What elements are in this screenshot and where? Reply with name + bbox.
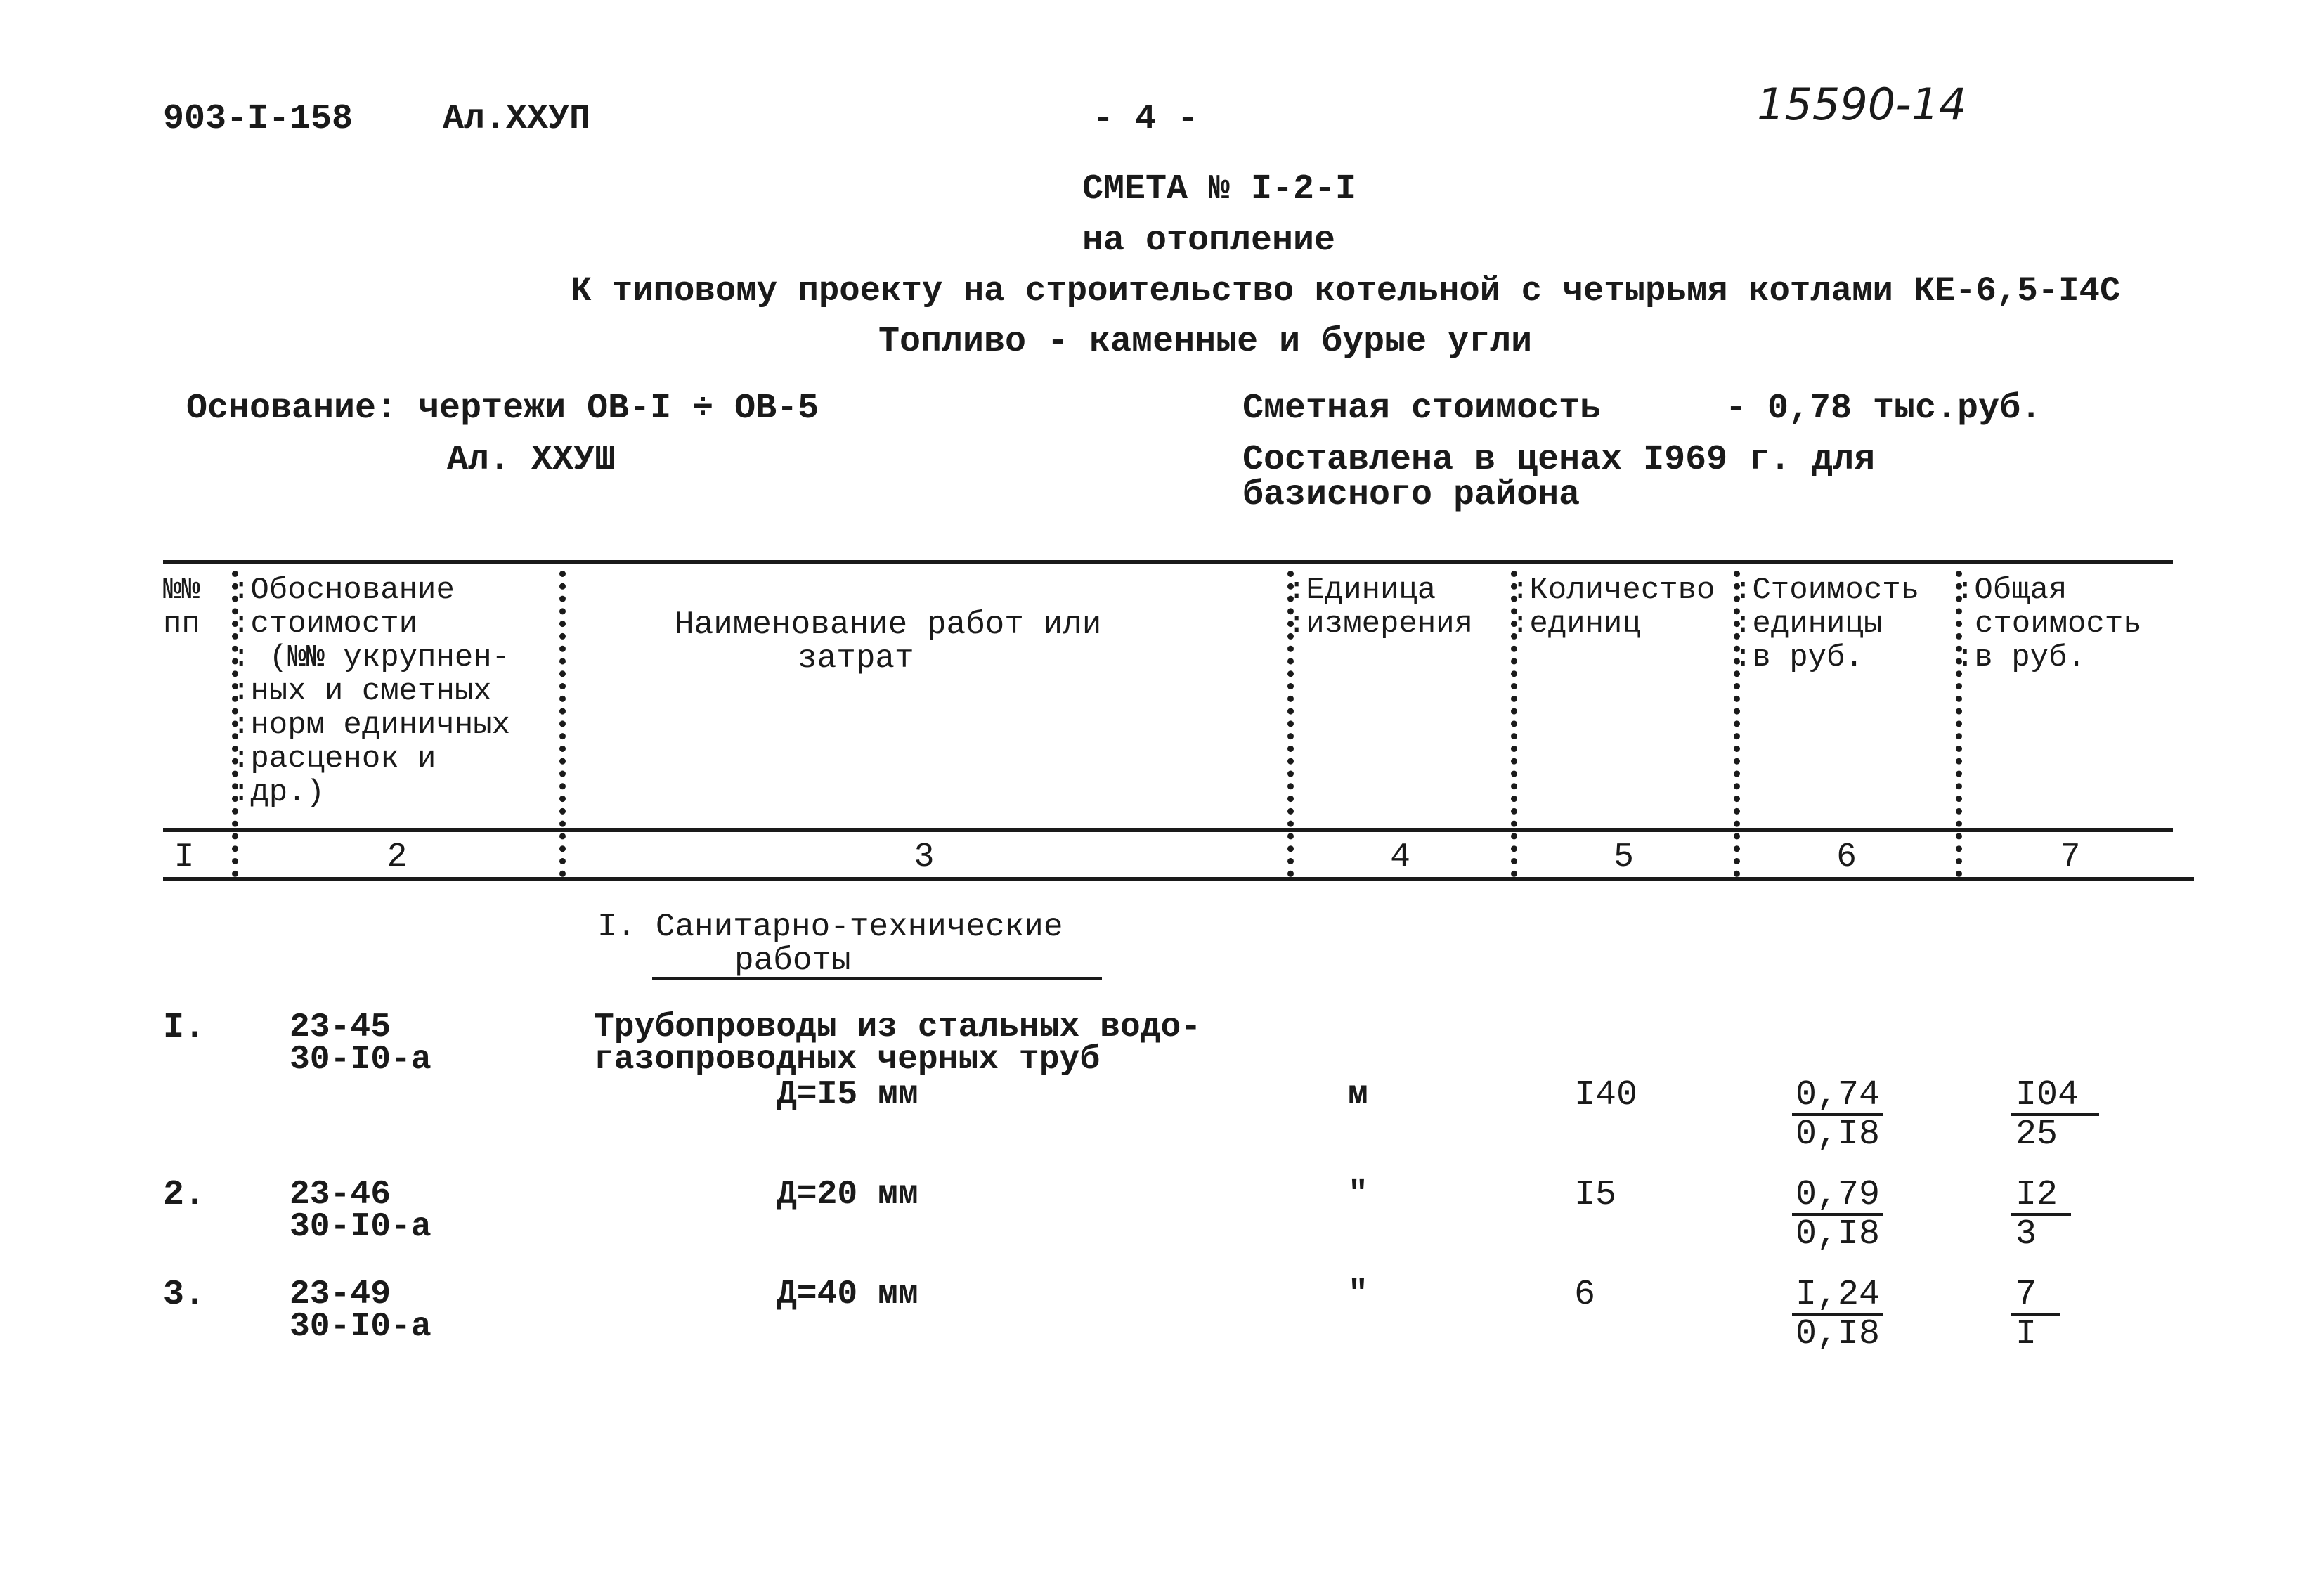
table-top-rule (163, 560, 2173, 564)
header-col1-line2: пп (163, 606, 200, 642)
row3-unit-cost-top: I,24 (1796, 1275, 1881, 1315)
section-title-line1: I. Санитарно-технические (597, 909, 1063, 945)
row2-total-bottom: 3 (2015, 1214, 2037, 1254)
header-col5-line2: :единиц (1511, 606, 1641, 642)
row3-quantity: 6 (1574, 1275, 1596, 1315)
row2-total-top: I2 (2015, 1175, 2058, 1215)
column-number-1: I (174, 838, 195, 876)
row2-basis-line1: 23-46 (290, 1176, 391, 1214)
row3-total-top: 7 (2015, 1275, 2037, 1315)
project-reference: К типовому проекту на строительство котельной с четырьмя котлами КЕ-6,5-I4С (571, 271, 2121, 311)
row2-basis-line2: 30-I0-а (290, 1208, 431, 1246)
row3-unit: " (1348, 1276, 1368, 1313)
row3-basis-line1: 23-49 (290, 1276, 391, 1313)
column-separator (1956, 571, 1962, 877)
fuel-type: Топливо - каменные и бурые угли (878, 322, 1533, 362)
row1-name-line1: Трубопроводы из стальных водо- (594, 1008, 1202, 1046)
row1-diameter: Д=I5 мм (777, 1076, 918, 1114)
album-top-label: Ал.ХХУП (443, 99, 591, 139)
header-col2-line2: :стоимости (232, 606, 418, 642)
row1-total-top: I04 (2015, 1075, 2079, 1115)
basis-album: Ал. ХХУШ (447, 440, 616, 480)
estimate-title: СМЕТА № I-2-I (1082, 169, 1357, 209)
estimate-subject: на отопление (1082, 221, 1336, 261)
basis-drawings: Основание: чертежи ОВ-I ÷ ОВ-5 (186, 389, 819, 429)
row1-unit: м (1348, 1076, 1368, 1114)
section-title-underline (652, 977, 1102, 980)
header-col4-line1: :Единица (1287, 573, 1436, 608)
page-number: - 4 - (1093, 99, 1199, 139)
row1-quantity: I40 (1574, 1075, 1638, 1115)
header-bottom-rule (163, 828, 2173, 832)
column-separator (559, 571, 566, 877)
row1-basis-line2: 30-I0-а (290, 1041, 431, 1079)
row1-number: I. (163, 1008, 206, 1048)
row1-unit-cost-bottom: 0,I8 (1796, 1115, 1881, 1155)
document-code: 903-I-158 (163, 99, 353, 139)
header-col7-line2: стоимость (1975, 606, 2142, 642)
header-col6-line2: :единицы (1734, 606, 1883, 642)
header-col2-line7: :др.) (232, 775, 325, 810)
column-number-4: 4 (1390, 838, 1410, 876)
header-col7-line3: :в руб. (1956, 640, 2086, 675)
handwritten-number: 15590-14 (1757, 79, 1967, 130)
row3-total-bottom: I (2015, 1314, 2037, 1354)
header-col2-line6: :расценок и (232, 741, 436, 777)
header-col6-line3: :в руб. (1734, 640, 1864, 675)
row1-basis-line1: 23-45 (290, 1008, 391, 1046)
section-title-line2: работы (734, 942, 851, 979)
row3-diameter: Д=40 мм (777, 1276, 918, 1313)
header-col3-line2: затрат (798, 640, 914, 677)
row3-basis-line2: 30-I0-а (290, 1308, 431, 1346)
header-col5-line1: :Количество (1511, 573, 1715, 608)
row1-name-line2: газопроводных черных труб (594, 1041, 1101, 1079)
column-numbers-rule (163, 877, 2194, 881)
prices-note-line1: Составлена в ценах I969 г. для (1242, 440, 1876, 480)
row2-diameter: Д=20 мм (777, 1176, 918, 1214)
header-col2-line3: : (№№ укрупнен- (232, 640, 511, 675)
row3-unit-cost-bottom: 0,I8 (1796, 1314, 1881, 1354)
row3-number: 3. (163, 1275, 206, 1315)
row2-unit-cost-top: 0,79 (1796, 1175, 1881, 1215)
estimated-cost-value: - 0,78 тыс.руб. (1725, 389, 2042, 429)
header-col2-line4: :ных и сметных (232, 674, 492, 709)
column-number-7: 7 (2060, 838, 2081, 876)
column-number-6: 6 (1836, 838, 1857, 876)
header-col6-line1: :Стоимость (1734, 573, 1920, 608)
header-col1-line1: №№ (163, 573, 200, 608)
row1-unit-cost-top: 0,74 (1796, 1075, 1881, 1115)
header-col2-line1: :Обоснование (232, 573, 455, 608)
estimated-cost-label: Сметная стоимость (1242, 389, 1602, 429)
header-col4-line2: :измерения (1287, 606, 1474, 642)
row2-number: 2. (163, 1175, 206, 1215)
column-number-5: 5 (1614, 838, 1634, 876)
header-col2-line5: :норм единичных (232, 708, 511, 743)
header-col3-line1: Наименование работ или (675, 606, 1102, 643)
column-number-2: 2 (387, 838, 408, 876)
prices-note-line2: базисного района (1242, 475, 1580, 515)
column-number-3: 3 (914, 838, 935, 876)
row2-unit-cost-bottom: 0,I8 (1796, 1214, 1881, 1254)
header-col7-line1: :Общая (1956, 573, 2067, 608)
row1-total-bottom: 25 (2015, 1115, 2058, 1155)
row2-unit: " (1348, 1176, 1368, 1214)
row2-quantity: I5 (1574, 1175, 1617, 1215)
